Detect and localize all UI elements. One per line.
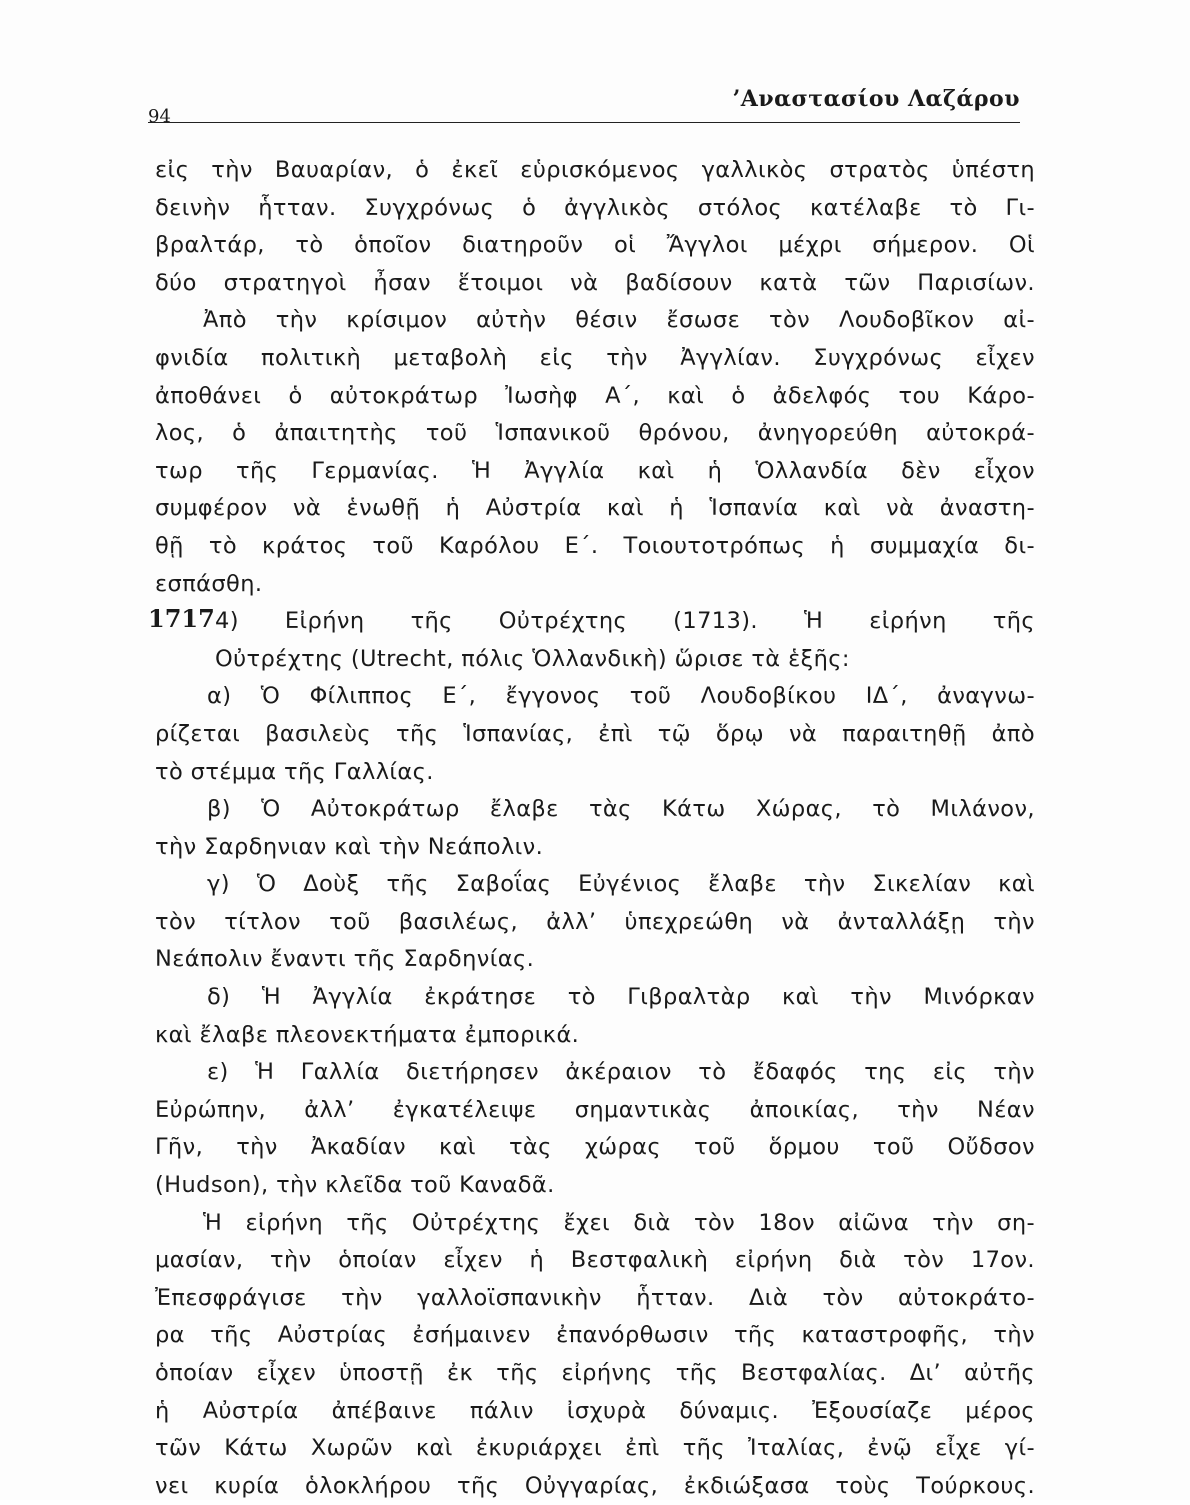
text-line: Νεάπολιν ἔναντι τῆς Σαρδηνίας. (155, 946, 535, 973)
text-line: α) Ὁ Φίλιππος Ε΄, ἔγγονος τοῦ Λουδοβίκου ΙΔ΄, ἀναγνω- (207, 683, 1035, 710)
text-line: ρα τῆς Αὐστρίας ἐσήμαινεν ἐπανόρθωσιν τῆς καταστροφῆς, τὴν (155, 1322, 1035, 1349)
text-line: γ) Ὁ Δοὺξ τῆς Σαβοΐας Εὐγένιος ἔλαβε τὴν Σικελίαν καὶ (207, 871, 1035, 898)
text-line: νει κυρία ὁλοκλήρου τῆς Οὐγγαρίας, ἐκδιώξασα τοὺς Τούρκους. (155, 1472, 1035, 1499)
text-line: εσπάσθη. (155, 570, 263, 597)
text-line: τὸ στέμμα τῆς Γαλλίας. (155, 758, 434, 785)
text-line: τὴν Σαρδηνιαν καὶ τὴν Νεάπολιν. (155, 833, 544, 860)
text-line: λος, ὁ ἀπαιτητὴς τοῦ Ἱσπανικοῦ θρόνου, ἀνηγορεύθη αὐτοκρά- (155, 420, 1035, 447)
running-title: ’Αναστασίου Λαζάρου (732, 86, 1020, 112)
text-line: Οὐτρέχτης (Utrecht, πόλις Ὁλλανδικὴ) ὥρισε τὰ ἑξῆς: (215, 645, 850, 672)
text-line: καὶ ἔλαβε πλεονεκτήματα ἐμπορικά. (155, 1021, 580, 1048)
text-line: εἰς τὴν Βαυαρίαν, ὁ ἐκεῖ εὑρισκόμενος γαλλικὸς στρατὸς ὑπέστη (155, 157, 1035, 183)
text-line: Ἡ εἰρήνη τῆς Οὐτρέχτης ἔχει διὰ τὸν 18ον αἰῶνα τὴν ση- (203, 1209, 1035, 1236)
text-line: Γῆν, τὴν Ἀκαδίαν καὶ τὰς χώρας τοῦ ὅρμου τοῦ Οὔδσον (155, 1134, 1035, 1161)
body-text (155, 152, 1035, 1505)
page-number: 94 (148, 106, 171, 127)
text-line: Ἐπεσφράγισε τὴν γαλλοϊσπανικὴν ἧτταν. Διὰ τὸν αὐτοκράτο- (155, 1284, 1035, 1311)
text-line: (Hudson), τὴν κλεῖδα τοῦ Καναδᾶ. (155, 1172, 555, 1199)
text-line: Εὐρώπην, ἀλλ’ ἐγκατέλειψε σημαντικὰς ἀποικίας, τὴν Νέαν (155, 1096, 1035, 1123)
text-line: δ) Ἡ Ἀγγλία ἐκράτησε τὸ Γιβραλτὰρ καὶ τὴν Μινόρκαν (207, 984, 1035, 1011)
text-line: β) Ὁ Αὐτοκράτωρ ἔλαβε τὰς Κάτω Χώρας, τὸ Μιλάνον, (207, 796, 1035, 823)
text-line: βραλτάρ, τὸ ὁποῖον διατηροῦν οἱ Ἄγγλοι μέχρι σήμερον. Οἱ (155, 232, 1035, 259)
text-line: ρίζεται βασιλεὺς τῆς Ἱσπανίας, ἐπὶ τῷ ὅρῳ νὰ παραιτηθῇ ἀπὸ (155, 720, 1035, 747)
text-line: θῇ τὸ κράτος τοῦ Καρόλου Ε΄. Τοιουτοτρόπως ἡ συμμαχία δι- (155, 532, 1035, 559)
section-heading-line: 4) Εἰρήνη τῆς Οὐτρέχτης (1713). Ἡ εἰρήνη τῆς (215, 608, 1035, 635)
text-line: δεινὴν ἧτταν. Συγχρόνως ὁ ἀγγλικὸς στόλος κατέλαβε τὸ Γι- (155, 194, 1035, 221)
text-line: συμφέρον νὰ ἑνωθῇ ἡ Αὐστρία καὶ ἡ Ἱσπανία καὶ νὰ ἀναστη- (155, 495, 1035, 522)
text-line: ὁποίαν εἶχεν ὑποστῇ ἐκ τῆς εἰρήνης τῆς Βεστφαλίας. Δι’ αὐτῆς (155, 1360, 1035, 1386)
text-line: Ἀπὸ τὴν κρίσιμον αὐτὴν θέσιν ἔσωσε τὸν Λουδοβῖκον αἰ- (203, 307, 1035, 334)
text-line: τῶν Κάτω Χωρῶν καὶ ἐκυριάρχει ἐπὶ τῆς Ἰταλίας, ἐνῷ εἶχε γί- (155, 1435, 1035, 1462)
text-line: τὸν τίτλον τοῦ βασιλέως, ἀλλ’ ὑπεχρεώθη νὰ ἀνταλλάξῃ τὴν (155, 908, 1035, 935)
header-rule (148, 122, 1020, 123)
text-line: τωρ τῆς Γερμανίας. Ἡ Ἀγγλία καὶ ἡ Ὁλλανδία δὲν εἶχον (155, 457, 1035, 484)
page-header (148, 78, 1020, 126)
margin-year-note: 1717 (148, 604, 215, 633)
text-line: δύο στρατηγοὶ ἦσαν ἕτοιμοι νὰ βαδίσουν κατὰ τῶν Παρισίων. (155, 269, 1035, 296)
text-line: ε) Ἡ Γαλλία διετήρησεν ἀκέραιον τὸ ἔδαφός της εἰς τὴν (207, 1059, 1035, 1086)
text-line: ἡ Αὐστρία ἀπέβαινε πάλιν ἰσχυρὰ δύναμις. Ἐξουσίαζε μέρος (155, 1397, 1035, 1424)
text-line: μασίαν, τὴν ὁποίαν εἶχεν ἡ Βεστφαλικὴ εἰρήνη διὰ τὸν 17ον. (155, 1247, 1035, 1274)
text-line: ἀποθάνει ὁ αὐτοκράτωρ Ἰωσὴφ Α΄, καὶ ὁ ἀδελφός του Κάρο- (155, 382, 1035, 409)
text-line: φνιδία πολιτικὴ μεταβολὴ εἰς τὴν Ἀγγλίαν. Συγχρόνως εἶχεν (155, 344, 1035, 371)
